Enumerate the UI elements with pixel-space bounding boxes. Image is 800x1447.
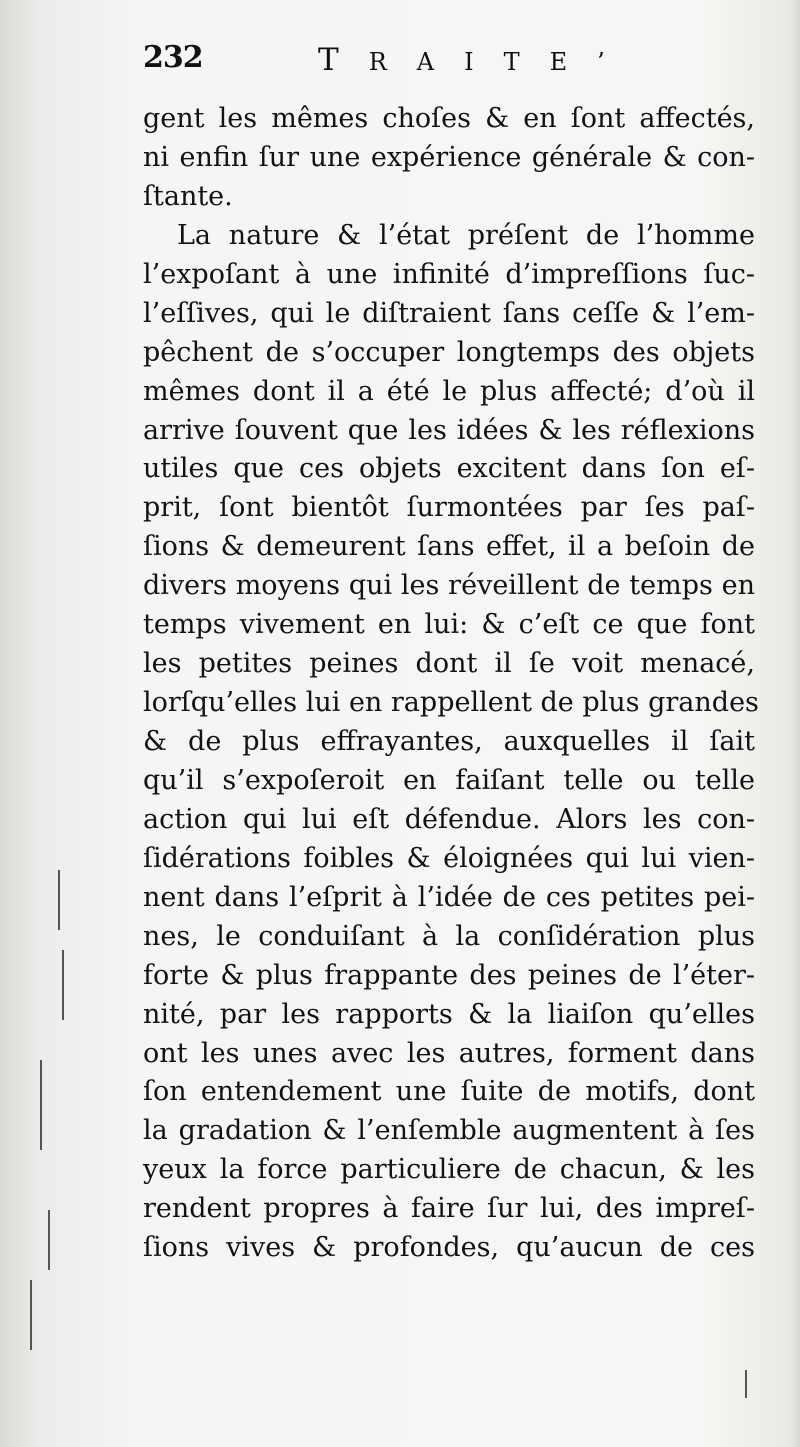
gutter-mark [48, 1210, 50, 1270]
text-line: qu’il s’expoſeroit en faiſant telle ou telle [143, 764, 755, 796]
text-line: nité, par les rapports & la liaiſon qu’elles [143, 998, 755, 1030]
gutter-mark [62, 950, 64, 1020]
running-title-rest: RAITE’ [368, 48, 635, 76]
text-line: utiles que ces objets excitent dans ſon eſ- [143, 453, 755, 485]
text-line: action qui lui eſt défendue. Alors les con- [143, 803, 755, 835]
text-line: temps vivement en lui: & c’eſt ce que font [143, 609, 755, 641]
text-line: prit, ſont bientôt ſurmontées par ſes paſ- [143, 492, 755, 524]
text-line: ſions & demeurent ſans effet, il a beſoin de [143, 531, 755, 563]
text-line: nent dans l’eſprit à l’idée de ces petites pei- [143, 881, 755, 913]
text-line: l’expoſant à une infinité d’impreſſions ſuc- [143, 258, 755, 290]
text-line: ſions vives & profondes, qu’aucun de ces [143, 1232, 755, 1264]
text-line: mêmes dont il a été le plus affecté; d’où il [143, 375, 755, 407]
page-header [143, 40, 635, 80]
gutter-mark [40, 1060, 42, 1150]
text-line: arrive ſouvent que les idées & les réflexions [143, 414, 755, 446]
text-line: gent les mêmes choſes & en ſont affectés, [143, 103, 755, 134]
text-line: pêchent de s’occuper longtemps des objets [143, 336, 755, 368]
text-line: ont les unes avec les autres, forment dans [143, 1037, 755, 1069]
running-title-initial: T [318, 42, 369, 78]
text-line: ſtante. [143, 180, 233, 212]
text-line: rendent propres à faire ſur lui, des impreſ- [143, 1193, 755, 1225]
running-title [318, 42, 635, 78]
body-text [143, 100, 759, 1268]
text-line: divers moyens qui les réveillent de temps en [143, 570, 755, 602]
text-line: forte & plus frappante des peines de l’éter- [143, 959, 755, 991]
text-line: les petites peines dont il ſe voit menacé, [143, 648, 755, 680]
text-line: nes, le conduiſant à la conſidération plus [143, 920, 755, 952]
page-number: 232 [143, 40, 203, 75]
text-line: ſidérations foibles & éloignées qui lui vien- [143, 842, 755, 874]
gutter-mark [30, 1280, 32, 1350]
gutter-mark [745, 1370, 747, 1398]
text-line: La nature & l’état préſent de l’homme [177, 219, 755, 251]
text-line: & de plus effrayantes, auxquelles il ſait [143, 726, 755, 757]
text-line: ni enfin ſur une expérience générale & con- [143, 141, 755, 173]
gutter-mark [58, 870, 60, 930]
text-line: lorſqu’elles lui en rappellent de plus grandes [143, 687, 759, 719]
text-line: la gradation & l’enſemble augmentent à ſes [143, 1115, 755, 1147]
text-line: yeux la force particuliere de chacun, & les [143, 1154, 755, 1186]
text-line: ſon entendement une ſuite de motifs, dont [143, 1076, 755, 1108]
text-line: l’eſſives, qui le diſtraient ſans ceſſe & l’em- [143, 297, 755, 329]
